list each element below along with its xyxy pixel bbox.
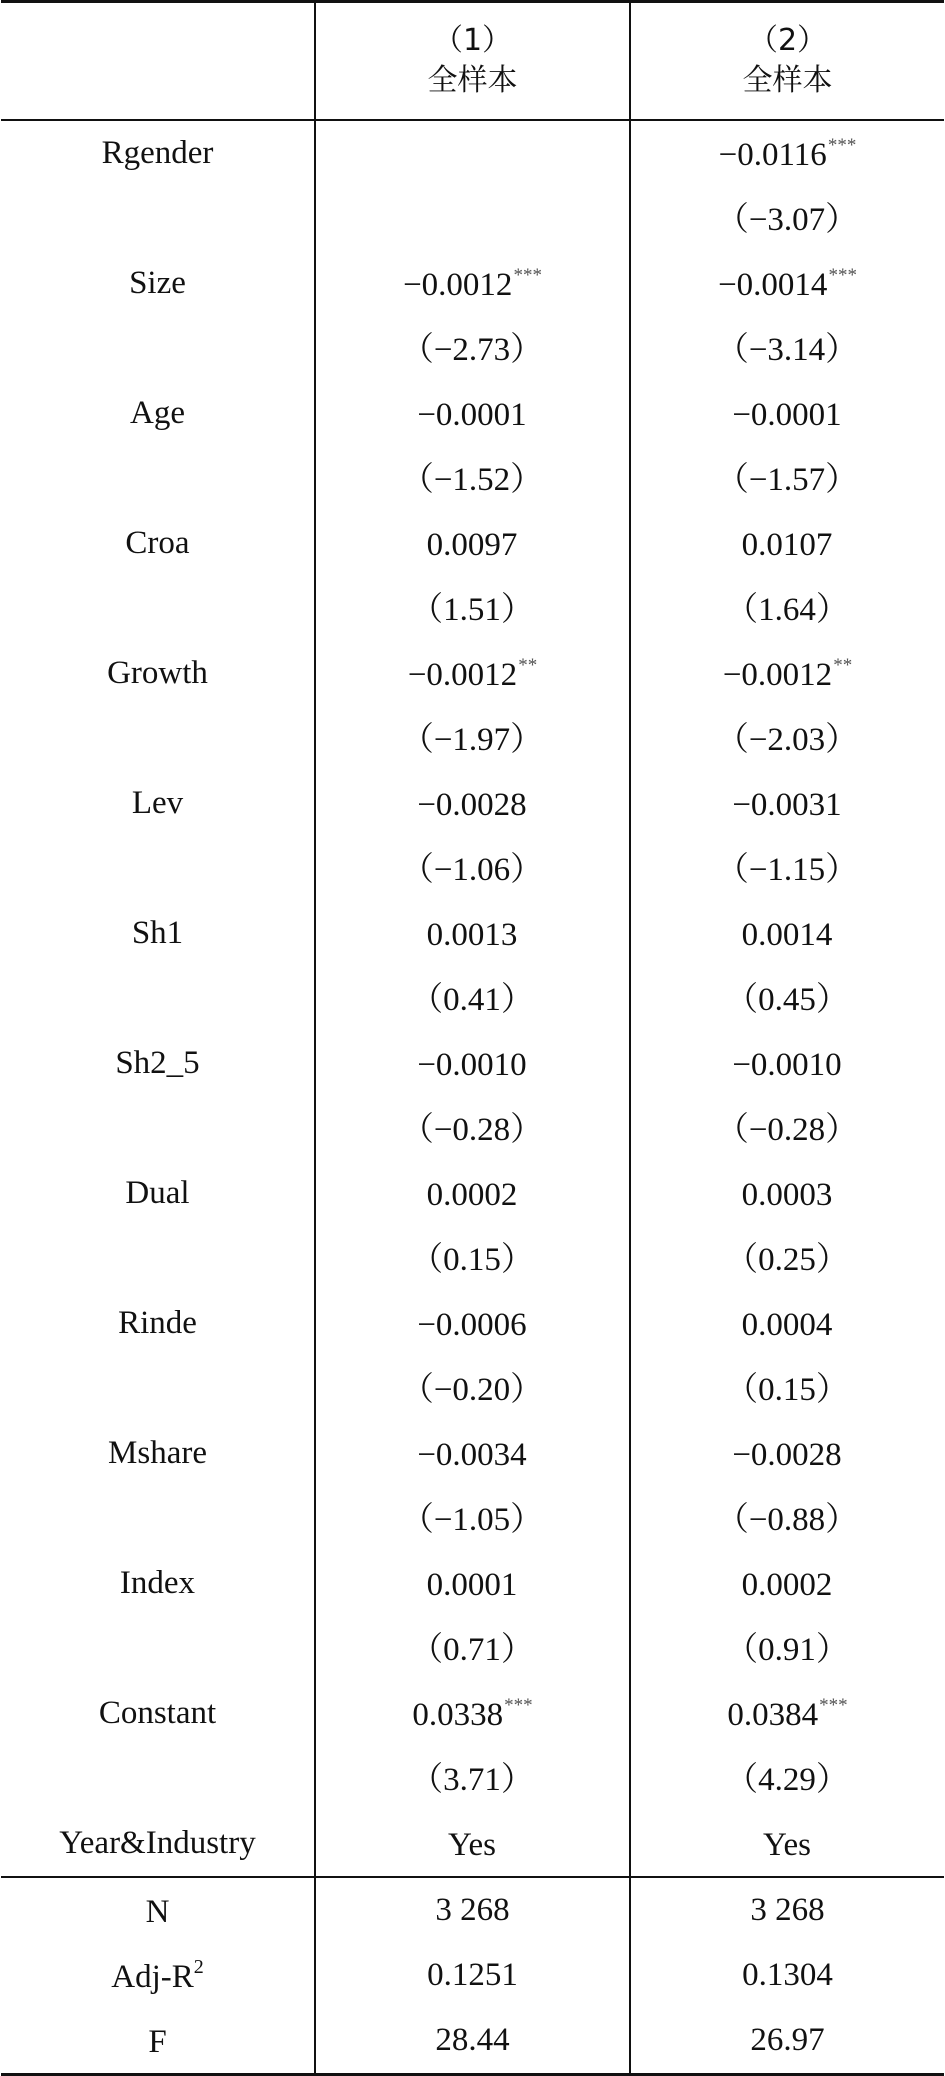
column-1-cell	[315, 1291, 630, 1356]
variable-name-cell	[1, 186, 315, 251]
header-variable-cell	[1, 2, 315, 121]
table-row	[1, 641, 944, 706]
variable-name-cell-value: Rinde	[118, 1305, 197, 1341]
table-row	[1, 901, 944, 966]
table-row	[1, 186, 944, 251]
column-2-cell-value: −0.0116	[718, 136, 827, 173]
column-1-cell-value: （−1.97）	[400, 721, 544, 758]
column-1-number: （1）	[432, 23, 513, 58]
stat-name: N	[145, 1894, 170, 1930]
variable-name-cell	[1, 641, 315, 706]
column-1-cell	[315, 251, 630, 316]
column-2-number: （2）	[747, 23, 828, 58]
significance-stars: ***	[504, 1694, 533, 1716]
variable-name-cell	[1, 1291, 315, 1356]
variable-name-cell	[1, 1746, 315, 1811]
column-2-cell	[630, 1096, 944, 1161]
variable-name-cell	[1, 901, 315, 966]
column-1-cell	[315, 576, 630, 641]
stats-row	[1, 2008, 944, 2075]
table-row	[1, 120, 944, 186]
table-row	[1, 1356, 944, 1421]
column-2-cell	[630, 1681, 944, 1746]
variable-name-cell	[1, 1356, 315, 1421]
table-row	[1, 1616, 944, 1681]
column-2-cell	[630, 771, 944, 836]
column-1-cell-value: （−1.06）	[400, 851, 544, 888]
column-2-cell-value: 0.0004	[741, 1306, 833, 1343]
column-1-cell	[315, 2008, 630, 2075]
table-row	[1, 576, 944, 641]
column-1-cell	[315, 771, 630, 836]
column-2-cell-value: （1.64）	[725, 591, 849, 628]
column-1-cell	[315, 1811, 630, 1877]
column-1-cell-value: 0.0097	[426, 526, 518, 563]
column-1-cell-value: −0.0001	[417, 396, 527, 433]
column-2-cell-value: 0.0384	[727, 1696, 819, 1733]
column-1-cell-value: 28.44	[435, 2022, 510, 2058]
column-2-cell-value: −0.0012	[722, 656, 833, 693]
variable-name-cell	[1, 1811, 315, 1877]
column-1-cell	[315, 1877, 630, 1943]
column-2-cell-value: 26.97	[750, 2022, 825, 2058]
variable-name-cell	[1, 1096, 315, 1161]
significance-stars: ***	[819, 1694, 848, 1716]
variable-name-cell	[1, 1551, 315, 1616]
column-1-cell	[315, 1681, 630, 1746]
variable-name-cell-value: Size	[129, 265, 186, 301]
table-row	[1, 1551, 944, 1616]
variable-name-cell	[1, 1031, 315, 1096]
column-2-cell	[630, 511, 944, 576]
variable-name-cell-value: Age	[130, 395, 185, 431]
table-header	[1, 2, 944, 121]
variable-name-cell-value: Rgender	[101, 135, 214, 171]
column-2-cell	[630, 1486, 944, 1551]
significance-stars: **	[518, 654, 538, 676]
column-2-cell	[630, 1616, 944, 1681]
variable-name-cell-value: Dual	[125, 1175, 190, 1211]
table-row	[1, 316, 944, 381]
regression-table	[1, 0, 944, 2076]
table-row	[1, 966, 944, 1031]
column-2-cell-value: （0.15）	[725, 1371, 849, 1408]
variable-name-cell	[1, 1161, 315, 1226]
column-2-cell-value: （−1.57）	[715, 461, 859, 498]
table-row	[1, 1096, 944, 1161]
column-1-cell	[315, 1746, 630, 1811]
column-1-cell-value: （−1.05）	[400, 1501, 544, 1538]
column-1-cell	[315, 1096, 630, 1161]
column-1-cell	[315, 511, 630, 576]
column-1-cell	[315, 706, 630, 771]
column-1-cell	[315, 381, 630, 446]
column-2-cell	[630, 446, 944, 511]
column-2-cell	[630, 316, 944, 381]
column-2-cell	[630, 1421, 944, 1486]
column-1-cell-value: （−1.52）	[400, 461, 544, 498]
column-2-cell-value: −0.0001	[732, 396, 842, 433]
column-2-cell-value: （−3.14）	[715, 331, 859, 368]
column-1-cell	[315, 641, 630, 706]
column-2-cell	[630, 836, 944, 901]
column-1-cell-value: 0.0013	[426, 916, 518, 953]
column-1-cell-value: （1.51）	[410, 591, 534, 628]
table-row	[1, 836, 944, 901]
stat-name-cell	[1, 2008, 315, 2075]
column-1-cell-value: 0.1251	[427, 1957, 518, 1993]
column-1-cell-value: −0.0010	[417, 1046, 527, 1083]
column-1-cell-value: −0.0012	[407, 656, 518, 693]
variable-name-cell	[1, 251, 315, 316]
column-2-cell	[630, 706, 944, 771]
significance-stars: **	[833, 654, 853, 676]
table-row	[1, 446, 944, 511]
statistics-rows	[1, 1877, 944, 2075]
variable-name-cell	[1, 576, 315, 641]
column-2-cell	[630, 901, 944, 966]
column-1-cell	[315, 1356, 630, 1421]
table-row	[1, 1161, 944, 1226]
table-row	[1, 511, 944, 576]
column-2-cell-value: 0.0002	[741, 1566, 833, 1603]
variable-name-cell	[1, 1681, 315, 1746]
table-row	[1, 381, 944, 446]
column-1-label: 全样本	[427, 63, 518, 98]
column-1-cell	[315, 1421, 630, 1486]
column-2-cell-value: Yes	[762, 1826, 812, 1863]
variable-name-cell	[1, 316, 315, 381]
column-1-cell-value: （−0.20）	[400, 1371, 544, 1408]
variable-name-cell	[1, 120, 315, 186]
table-row	[1, 1681, 944, 1746]
column-2-cell-value: （−0.28）	[715, 1111, 859, 1148]
variable-name-cell-value: Lev	[131, 785, 184, 821]
column-2-cell	[630, 1746, 944, 1811]
column-1-cell-value: （−0.28）	[400, 1111, 544, 1148]
variable-name-cell-value: Index	[119, 1565, 196, 1601]
column-2-cell	[630, 251, 944, 316]
column-1-cell	[315, 120, 630, 186]
column-1-cell	[315, 186, 630, 251]
significance-stars: ***	[828, 264, 857, 286]
stat-name: F	[148, 2024, 167, 2060]
column-2-cell	[630, 1811, 944, 1877]
column-1-cell-value: 0.0001	[426, 1566, 518, 1603]
column-2-cell	[630, 1161, 944, 1226]
variable-name-cell	[1, 966, 315, 1031]
column-2-cell-value: （0.45）	[725, 981, 849, 1018]
column-1-cell-value: −0.0028	[417, 786, 527, 823]
header-column-2	[630, 2, 944, 121]
column-1-cell	[315, 1551, 630, 1616]
stat-name: Adj-R	[111, 1959, 194, 1995]
column-2-cell-value: 0.1304	[742, 1957, 833, 1993]
column-1-cell	[315, 316, 630, 381]
column-2-label: 全样本	[742, 63, 833, 98]
column-1-cell-value: −0.0006	[417, 1306, 527, 1343]
variable-name-cell-value: Sh2_5	[115, 1045, 200, 1081]
column-1-cell-value: （0.15）	[410, 1241, 534, 1278]
column-2-cell	[630, 1291, 944, 1356]
column-1-cell-value: （3.71）	[410, 1761, 534, 1798]
column-2-cell	[630, 1226, 944, 1291]
significance-stars: ***	[827, 134, 857, 156]
column-2-cell-value: （−2.03）	[715, 721, 859, 758]
table-row	[1, 1031, 944, 1096]
column-1-cell	[315, 901, 630, 966]
column-1-cell	[315, 1031, 630, 1096]
column-1-cell-value: Yes	[447, 1826, 497, 1863]
column-2-cell-value: 0.0107	[741, 526, 833, 563]
variable-name-cell	[1, 1421, 315, 1486]
variable-name-cell	[1, 381, 315, 446]
column-1-cell-value: （0.41）	[410, 981, 534, 1018]
column-2-cell-value: （0.25）	[725, 1241, 849, 1278]
column-2-cell-value: （−3.07）	[715, 201, 859, 238]
column-1-cell	[315, 836, 630, 901]
column-2-cell	[630, 576, 944, 641]
column-2-cell	[630, 1877, 944, 1943]
column-2-cell	[630, 1031, 944, 1096]
column-1-cell-value: 0.0338	[412, 1696, 504, 1733]
column-1-cell	[315, 1486, 630, 1551]
column-1-cell-value: −0.0012	[403, 266, 513, 303]
column-2-cell	[630, 186, 944, 251]
column-2-cell	[630, 641, 944, 706]
column-1-cell-value: （−2.73）	[400, 331, 544, 368]
column-2-cell-value: −0.0031	[732, 786, 842, 823]
table-row	[1, 1421, 944, 1486]
table-row	[1, 771, 944, 836]
table-row	[1, 1291, 944, 1356]
variable-name-cell	[1, 511, 315, 576]
column-2-cell	[630, 1551, 944, 1616]
column-2-cell-value: 3 268	[750, 1892, 825, 1928]
variable-name-cell-value: Constant	[98, 1695, 217, 1731]
column-2-cell	[630, 120, 944, 186]
table-row	[1, 1811, 944, 1877]
variable-name-cell	[1, 446, 315, 511]
table-row	[1, 1226, 944, 1291]
column-2-cell	[630, 1356, 944, 1421]
stats-row	[1, 1877, 944, 1943]
variable-name-cell-value: Growth	[107, 655, 208, 691]
column-1-cell-value: 3 268	[435, 1892, 510, 1928]
column-2-cell	[630, 1943, 944, 2008]
column-2-cell-value: −0.0014	[718, 266, 828, 303]
variable-name-cell-value: Mshare	[108, 1435, 207, 1471]
column-2-cell-value: −0.0028	[732, 1436, 842, 1473]
variable-name-cell	[1, 836, 315, 901]
table-row	[1, 1746, 944, 1811]
variable-name-cell	[1, 1486, 315, 1551]
coefficient-rows	[1, 120, 944, 1877]
column-1-cell-value: 0.0002	[426, 1176, 518, 1213]
column-2-cell-value: （−0.88）	[715, 1501, 859, 1538]
significance-stars: ***	[513, 264, 542, 286]
variable-name-cell	[1, 1616, 315, 1681]
stats-row	[1, 1943, 944, 2008]
column-1-cell	[315, 1161, 630, 1226]
variable-name-cell-value: Croa	[125, 525, 190, 561]
column-1-cell	[315, 446, 630, 511]
table-row	[1, 1486, 944, 1551]
column-2-cell-value: （4.29）	[725, 1761, 849, 1798]
variable-name-cell-value: Sh1	[131, 915, 184, 951]
variable-name-cell	[1, 706, 315, 771]
stat-name-superscript: 2	[193, 1956, 204, 1978]
table-row	[1, 251, 944, 316]
column-2-cell	[630, 2008, 944, 2075]
column-2-cell	[630, 966, 944, 1031]
header-column-1	[315, 2, 630, 121]
column-2-cell-value: 0.0014	[741, 916, 833, 953]
stat-name-cell	[1, 1943, 315, 2008]
column-2-cell-value: 0.0003	[741, 1176, 833, 1213]
column-1-cell	[315, 966, 630, 1031]
column-1-cell-value: −0.0034	[417, 1436, 527, 1473]
variable-name-cell	[1, 1226, 315, 1291]
column-2-cell	[630, 381, 944, 446]
stat-name-cell	[1, 1877, 315, 1943]
column-1-cell	[315, 1616, 630, 1681]
column-2-cell-value: −0.0010	[732, 1046, 842, 1083]
column-2-cell-value: （−1.15）	[715, 851, 859, 888]
table-row	[1, 706, 944, 771]
variable-name-cell	[1, 771, 315, 836]
column-1-cell	[315, 1943, 630, 2008]
variable-name-cell-value: Year&Industry	[59, 1825, 256, 1861]
column-1-cell	[315, 1226, 630, 1291]
column-1-cell-value: （0.71）	[410, 1631, 534, 1668]
column-2-cell-value: （0.91）	[725, 1631, 849, 1668]
